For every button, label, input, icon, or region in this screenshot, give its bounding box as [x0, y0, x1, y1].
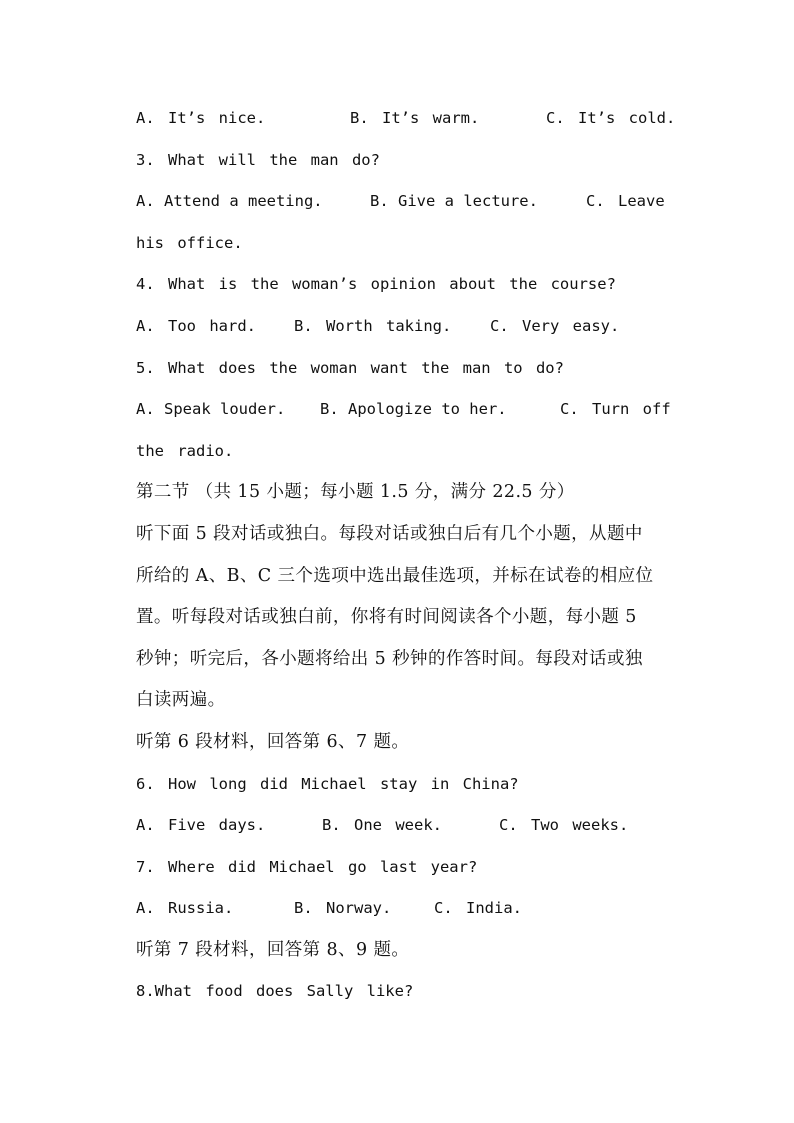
- exam-page: [136, 101, 676, 1016]
- q4-options: [136, 309, 676, 351]
- q6-options: [136, 808, 676, 850]
- q7-option-a: A. Russia.: [136, 899, 234, 918]
- q5-options: [136, 392, 676, 434]
- q4-option-c: C. Very easy.: [490, 316, 620, 335]
- q2-options: [136, 101, 676, 143]
- q7-option-b: B. Norway.: [294, 899, 392, 918]
- q4-option-b: B. Worth taking.: [294, 316, 452, 335]
- q8-question: 8.What food does Sally like?: [136, 982, 414, 1001]
- section2-heading: 第二节 （共 15 小题；每小题 1.5 分，满分 22.5 分）: [136, 482, 575, 503]
- q7-question: 7. Where did Michael go last year?: [136, 857, 478, 876]
- q3-option-b: B. Give a lecture.: [370, 192, 538, 211]
- q5-option-b: B. Apologize to her.: [320, 400, 507, 419]
- section2-instruction-line: 秒钟；听完后，各小题将给出 5 秒钟的作答时间。每段对话或独: [136, 648, 643, 669]
- q7-options: [136, 891, 676, 933]
- passage6-intro: 听第 6 段材料，回答第 6、7 题。: [136, 731, 410, 752]
- passage7-intro: 听第 7 段材料，回答第 8、9 题。: [136, 939, 410, 960]
- q6-question: 6. How long did Michael stay in China?: [136, 774, 519, 793]
- q2-option-c: C. It’s cold.: [546, 109, 676, 127]
- q3-option-a: A. Attend a meeting.: [136, 192, 323, 211]
- q5-continuation: the radio.: [136, 441, 234, 460]
- q3-question: 3. What will the man do?: [136, 150, 380, 169]
- q7-option-c: C. India.: [434, 899, 522, 918]
- q3-option-c: C. Leave: [586, 192, 665, 211]
- q4-question: 4. What is the woman’s opinion about the course?: [136, 275, 616, 294]
- q5-question: 5. What does the woman want the man to do?: [136, 358, 564, 377]
- section2-instruction-line: 听下面 5 段对话或独白。每段对话或独白后有几个小题，从题中: [136, 523, 643, 544]
- q5-option-c: C. Turn off: [560, 400, 671, 419]
- q6-option-a: A. Five days.: [136, 816, 266, 835]
- q2-option-a: A. It’s nice.: [136, 109, 266, 127]
- q6-option-b: B. One week.: [322, 816, 442, 835]
- section2-instruction-line: 置。听每段对话或独白前，你将有时间阅读各个小题，每小题 5: [136, 607, 637, 628]
- q6-option-c: C. Two weeks.: [499, 816, 629, 835]
- q3-continuation: his office.: [136, 233, 243, 252]
- q2-option-b: B. It’s warm.: [350, 109, 480, 127]
- q3-options: [136, 184, 676, 226]
- section2-instruction-line: 所给的 A、B、C 三个选项中选出最佳选项，并标在试卷的相应位: [136, 565, 654, 586]
- section2-instruction-line: 白读两遍。: [136, 690, 226, 711]
- q4-option-a: A. Too hard.: [136, 316, 256, 335]
- q5-option-a: A. Speak louder.: [136, 400, 286, 419]
